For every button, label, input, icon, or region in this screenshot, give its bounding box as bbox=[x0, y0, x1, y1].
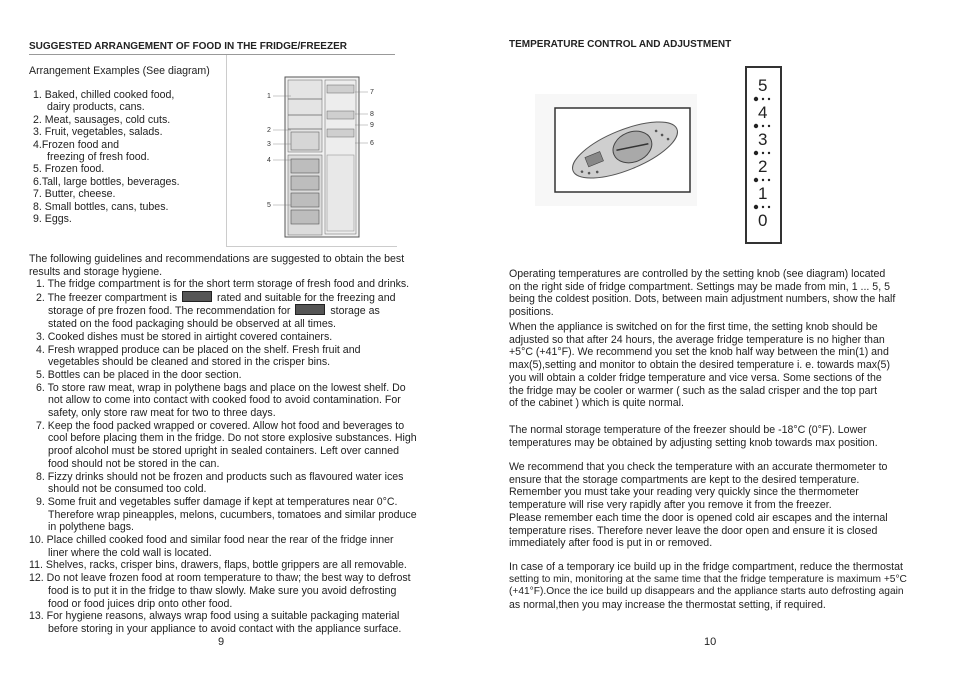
left-heading: SUGGESTED ARRANGEMENT OF FOOD IN THE FRIDGE/FREEZER bbox=[29, 41, 347, 52]
paragraph-line: immediately after food is put in or removed. bbox=[509, 537, 713, 550]
dial-dot-large bbox=[754, 124, 758, 128]
right-heading: TEMPERATURE CONTROL AND ADJUSTMENT bbox=[509, 39, 732, 50]
dial-scale-svg bbox=[747, 68, 780, 242]
paragraph-line: +5°C (+41°F). We recommend you set the knob half way between the min(1) and bbox=[509, 346, 889, 359]
paragraph-line: In case of a temporary ice build up in the fridge compartment, reduce the thermostat bbox=[509, 561, 903, 573]
guidelines-list bbox=[29, 278, 417, 636]
list-item: food is to put it in the fridge to thaw slowly. Make sure you avoid defrosting bbox=[48, 584, 397, 597]
freezer-door bbox=[327, 155, 354, 231]
list-item: food should not be stored in the can. bbox=[48, 457, 220, 470]
fridge-diagram-svg bbox=[227, 55, 397, 246]
dial-number: 1 bbox=[758, 184, 768, 203]
list-item: 12. Do not leave frozen food at room temperature to thaw; the best way to defrost bbox=[29, 572, 411, 585]
list-item: 10. Place chilled cooked food and similar food near the rear of the fridge inner bbox=[29, 534, 394, 547]
list-item: safety, only store raw meat for two to three days. bbox=[48, 407, 276, 420]
list-item: 1. Baked, chilled cooked food, bbox=[33, 89, 175, 101]
paragraph-line: The following guidelines and recommendations are suggested to obtain the best bbox=[29, 253, 405, 265]
paragraph-line: setting to min, monitoring at the same time that the fridge temperature is maximum +5°C bbox=[509, 573, 907, 585]
list-item: 7. Butter, cheese. bbox=[33, 188, 116, 201]
paragraph-line: ensure that the storage compartments are kept to the desired temperature. bbox=[509, 473, 860, 486]
diagram-label: 9 bbox=[370, 122, 374, 129]
list-item: 9. Eggs. bbox=[33, 213, 72, 226]
paragraph-line: Operating temperatures are controlled by the setting knob (see diagram) located bbox=[509, 268, 886, 280]
dial-number: 4 bbox=[758, 103, 768, 122]
list-item: stated on the food packaging should be observed at all times. bbox=[48, 318, 336, 331]
dial-number: 5 bbox=[758, 76, 768, 95]
list-item: dairy products, cans. bbox=[47, 101, 145, 114]
crisper-bin bbox=[291, 132, 319, 150]
dial-dot bbox=[768, 152, 770, 154]
dial-scale bbox=[745, 66, 782, 244]
list-item: in polythene bags. bbox=[48, 521, 134, 534]
list-item bbox=[36, 291, 417, 305]
paragraph-ice-build-up bbox=[509, 561, 907, 612]
diagram-label: 4 bbox=[267, 157, 271, 164]
list-item: 3. Fruit, vegetables, salads. bbox=[33, 126, 163, 139]
list-item: freezing of fresh food. bbox=[47, 151, 150, 164]
paragraph-line: you will obtain a colder fridge temperature and vice versa. Some sections of the bbox=[509, 371, 882, 384]
paragraph-line: The normal storage temperature of the freezer should be -18°C (0°F). Lower bbox=[509, 424, 867, 436]
dial-dot bbox=[768, 125, 770, 127]
dial-dot-large bbox=[754, 205, 758, 209]
paragraph-line: on the right side of fridge compartment. Settings may be made from min, 1 ... 5, 5 bbox=[509, 280, 890, 293]
diagram-label: 3 bbox=[267, 141, 271, 148]
list-item: 1. The fridge compartment is for the short term storage of fresh food and drinks. bbox=[36, 278, 410, 290]
door-shelf bbox=[327, 129, 354, 137]
paragraph-line: of the cabinet ) which is quite normal. bbox=[509, 397, 684, 410]
list-item: 6. To store raw meat, wrap in polythene bags and place on the lowest shelf. Do bbox=[36, 381, 406, 394]
paragraph-line: We recommend that you check the temperature with an accurate thermometer to bbox=[509, 461, 888, 473]
paragraph-freezer-temp bbox=[509, 424, 878, 449]
list-item: Therefore wrap pineapples, melons, cucumbers, tomatoes and similar produce bbox=[48, 508, 417, 521]
door-shelf bbox=[327, 111, 354, 119]
fridge-diagram bbox=[226, 55, 397, 247]
paragraph-thermometer bbox=[509, 461, 888, 550]
freezer-drawer bbox=[291, 159, 319, 173]
list-item-text: storage as bbox=[330, 305, 380, 318]
freezer-drawer bbox=[291, 210, 319, 224]
list-item: not allow to come into contact with cooked food to avoid contamination. For bbox=[48, 394, 401, 407]
list-item: vegetables should be cleaned and stored in the crisper bins. bbox=[48, 356, 331, 369]
list-item: 11. Shelves, racks, crisper bins, drawers, flaps, bottle grippers are all removable. bbox=[29, 559, 407, 572]
list-item: 6.Tall, large bottles, beverages. bbox=[33, 175, 180, 188]
paragraph-line: being the coldest position. Dots, between main adjustment numbers, show the half bbox=[509, 293, 896, 306]
paragraph-line: When the appliance is switched on for the first time, the setting knob should be bbox=[509, 321, 878, 333]
thermostat-knob-image bbox=[535, 94, 697, 206]
list-item: food or food juices drip onto other food. bbox=[48, 597, 233, 610]
diagram-label: 5 bbox=[267, 202, 271, 209]
paragraph-line: as normal,then you may increase the thermostat setting, if required. bbox=[509, 599, 826, 612]
list-item: proof alcohol must be stored upright in sealed containers. Left over canned bbox=[48, 445, 399, 458]
paragraph-line: temperatures may be obtained by adjusting setting knob towards max position. bbox=[509, 436, 878, 449]
list-item bbox=[36, 304, 417, 318]
dial-dot bbox=[768, 98, 770, 100]
diagram-label: 8 bbox=[370, 111, 374, 118]
list-item: should not be consumed too cold. bbox=[48, 483, 207, 496]
list-item: 4. Fresh wrapped produce can be placed on the shelf. Fresh fruit and bbox=[36, 343, 361, 356]
list-item: 8. Fizzy drinks should not be frozen and products such as flavoured water ices bbox=[36, 470, 404, 483]
paragraph-line: (+41°F).Once the ice build up disappears and the appliance starts auto defrosting again bbox=[509, 586, 904, 598]
paragraph-first-switch-on bbox=[509, 321, 890, 410]
paragraph-line: max(5),setting and monitor to obtain the desired temperature i. e. towards max(5) bbox=[509, 359, 890, 372]
dial-dot-large bbox=[754, 97, 758, 101]
freezer-drawer bbox=[291, 193, 319, 207]
diagram-label: 1 bbox=[267, 93, 271, 100]
list-item: 9. Some fruit and vegetables suffer damage if kept at temperatures near 0°C. bbox=[36, 495, 398, 508]
dial-number: 2 bbox=[758, 157, 768, 176]
list-item: before storing in your appliance to avoid contact with the appliance surface. bbox=[48, 622, 402, 635]
dial-dot bbox=[762, 206, 764, 208]
guidelines-intro bbox=[29, 253, 404, 278]
dial-dot-large bbox=[754, 178, 758, 182]
thermostat-svg bbox=[535, 94, 697, 206]
paragraph-line: results and storage hygiene. bbox=[29, 265, 163, 278]
dial-number: 0 bbox=[758, 211, 768, 230]
paragraph-line: adjusted so that after 24 hours, the average fridge temperature is no higher than bbox=[509, 333, 885, 346]
star-rating-icon bbox=[295, 304, 325, 315]
dial-dot-large bbox=[754, 151, 758, 155]
list-item: liner where the cold wall is located. bbox=[48, 546, 212, 559]
freezer-drawer bbox=[291, 176, 319, 190]
paragraph-line: Remember you must take your reading very quickly since the thermometer bbox=[509, 486, 859, 499]
paragraph-line: temperature rises. Therefore never leave the door open and ensure it is closed bbox=[509, 524, 878, 537]
dial-dot bbox=[768, 179, 770, 181]
list-item: 13. For hygiene reasons, always wrap food using a suitable packaging material bbox=[29, 610, 400, 623]
dial-dot bbox=[768, 206, 770, 208]
list-item-text: storage of pre frozen food. The recommendation for bbox=[48, 305, 291, 318]
list-item: 8. Small bottles, cans, tubes. bbox=[33, 200, 169, 213]
arrangement-intro: Arrangement Examples (See diagram) bbox=[29, 65, 210, 77]
dial-number: 3 bbox=[758, 130, 768, 149]
paragraph-line: Please remember each time the door is opened cold air escapes and the internal bbox=[509, 511, 888, 524]
arrangement-list bbox=[33, 89, 180, 225]
paragraph-line: positions. bbox=[509, 306, 554, 319]
paragraph-line: temperature will rise very rapidly after you remove it from the freezer. bbox=[509, 499, 832, 512]
star-rating-icon bbox=[182, 291, 212, 302]
door-shelf bbox=[327, 85, 354, 93]
list-item: cool before placing them in the fridge. Do not store explosive substances. High bbox=[48, 432, 417, 445]
page-number-right: 10 bbox=[704, 636, 717, 648]
list-item-text: 2. The freezer compartment is bbox=[36, 291, 178, 304]
list-item: 5. Bottles can be placed in the door section. bbox=[36, 368, 242, 381]
dial-dot bbox=[762, 98, 764, 100]
list-item: 3. Cooked dishes must be stored in airtight covered containers. bbox=[36, 330, 333, 343]
dial-dot bbox=[762, 152, 764, 154]
list-item: 7. Keep the food packed wrapped or covered. Allow hot food and beverages to bbox=[36, 419, 405, 432]
dial-dot bbox=[762, 179, 764, 181]
paragraph-line: the fridge may be cooler or warmer ( such as the salad crisper and the top part bbox=[509, 384, 878, 397]
list-item: 5. Frozen food. bbox=[33, 163, 105, 176]
paragraph-operating bbox=[509, 268, 895, 319]
diagram-label: 2 bbox=[267, 127, 271, 134]
list-item-text: rated and suitable for the freezing and bbox=[217, 291, 396, 304]
page-number-left: 9 bbox=[218, 636, 225, 648]
dial-dot bbox=[762, 125, 764, 127]
list-item: 4.Frozen food and bbox=[33, 138, 119, 151]
diagram-label: 7 bbox=[370, 89, 374, 96]
diagram-label: 6 bbox=[370, 140, 374, 147]
list-item: 2. Meat, sausages, cold cuts. bbox=[33, 113, 171, 126]
